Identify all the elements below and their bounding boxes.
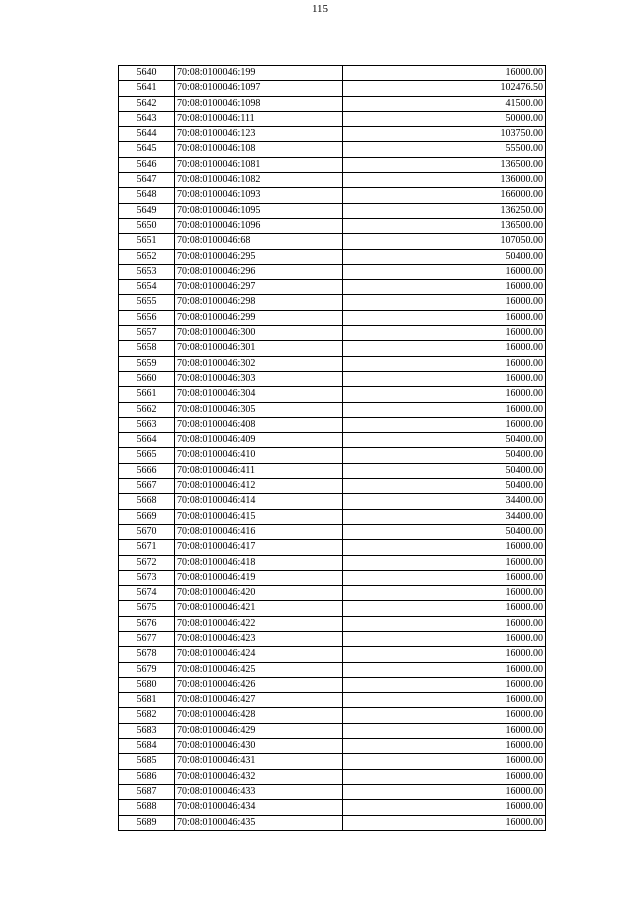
table-row — [119, 784, 546, 799]
cadastral-number-cell: 70:08:0100046:415 — [175, 509, 343, 524]
row-number-cell: 5669 — [119, 509, 175, 524]
cadastral-number-cell: 70:08:0100046:1096 — [175, 218, 343, 233]
page-number: 115 — [311, 3, 329, 15]
cadastral-number-cell: 70:08:0100046:301 — [175, 341, 343, 356]
row-number-cell: 5672 — [119, 555, 175, 570]
cadastral-number-cell: 70:08:0100046:424 — [175, 647, 343, 662]
value-cell: 16000.00 — [343, 295, 546, 310]
row-number-cell: 5659 — [119, 356, 175, 371]
cadastral-number-cell: 70:08:0100046:411 — [175, 463, 343, 478]
table-row — [119, 234, 546, 249]
row-number-cell: 5675 — [119, 601, 175, 616]
table-row — [119, 540, 546, 555]
cadastral-number-cell: 70:08:0100046:302 — [175, 356, 343, 371]
value-cell: 16000.00 — [343, 754, 546, 769]
cadastral-number-cell: 70:08:0100046:1095 — [175, 203, 343, 218]
row-number-cell: 5680 — [119, 677, 175, 692]
value-cell: 34400.00 — [343, 509, 546, 524]
cadastral-number-cell: 70:08:0100046:1082 — [175, 173, 343, 188]
value-cell: 16000.00 — [343, 616, 546, 631]
table-row — [119, 509, 546, 524]
value-cell: 16000.00 — [343, 784, 546, 799]
table-row — [119, 387, 546, 402]
value-cell: 50000.00 — [343, 111, 546, 126]
row-number-cell: 5662 — [119, 402, 175, 417]
table-row — [119, 463, 546, 478]
row-number-cell: 5668 — [119, 494, 175, 509]
table-row — [119, 586, 546, 601]
cadastral-number-cell: 70:08:0100046:432 — [175, 769, 343, 784]
row-number-cell: 5665 — [119, 448, 175, 463]
row-number-cell: 5670 — [119, 524, 175, 539]
value-cell: 34400.00 — [343, 494, 546, 509]
table-row — [119, 616, 546, 631]
value-cell: 16000.00 — [343, 280, 546, 295]
value-cell: 136500.00 — [343, 218, 546, 233]
cadastral-number-cell: 70:08:0100046:123 — [175, 127, 343, 142]
table-row — [119, 723, 546, 738]
cadastral-number-cell: 70:08:0100046:296 — [175, 264, 343, 279]
value-cell: 16000.00 — [343, 417, 546, 432]
row-number-cell: 5686 — [119, 769, 175, 784]
value-cell: 16000.00 — [343, 264, 546, 279]
cadastral-number-cell: 70:08:0100046:408 — [175, 417, 343, 432]
value-cell: 136500.00 — [343, 157, 546, 172]
row-number-cell: 5661 — [119, 387, 175, 402]
cadastral-number-cell: 70:08:0100046:304 — [175, 387, 343, 402]
row-number-cell: 5689 — [119, 815, 175, 830]
row-number-cell: 5656 — [119, 310, 175, 325]
row-number-cell: 5658 — [119, 341, 175, 356]
cadastral-value-table — [118, 65, 546, 831]
value-cell: 107050.00 — [343, 234, 546, 249]
row-number-cell: 5644 — [119, 127, 175, 142]
table-row — [119, 111, 546, 126]
table-row — [119, 371, 546, 386]
value-cell: 102476.50 — [343, 81, 546, 96]
row-number-cell: 5649 — [119, 203, 175, 218]
value-cell: 136000.00 — [343, 173, 546, 188]
cadastral-number-cell: 70:08:0100046:417 — [175, 540, 343, 555]
table-row — [119, 218, 546, 233]
table-row — [119, 249, 546, 264]
row-number-cell: 5648 — [119, 188, 175, 203]
value-cell: 16000.00 — [343, 601, 546, 616]
row-number-cell: 5678 — [119, 647, 175, 662]
value-cell: 16000.00 — [343, 815, 546, 830]
cadastral-number-cell: 70:08:0100046:431 — [175, 754, 343, 769]
cadastral-number-cell: 70:08:0100046:420 — [175, 586, 343, 601]
value-cell: 16000.00 — [343, 341, 546, 356]
table-row — [119, 524, 546, 539]
row-number-cell: 5657 — [119, 326, 175, 341]
table-row — [119, 601, 546, 616]
cadastral-number-cell: 70:08:0100046:297 — [175, 280, 343, 295]
row-number-cell: 5664 — [119, 433, 175, 448]
cadastral-number-cell: 70:08:0100046:409 — [175, 433, 343, 448]
row-number-cell: 5651 — [119, 234, 175, 249]
table-row — [119, 203, 546, 218]
table-row — [119, 708, 546, 723]
value-cell: 16000.00 — [343, 693, 546, 708]
cadastral-number-cell: 70:08:0100046:299 — [175, 310, 343, 325]
row-number-cell: 5684 — [119, 739, 175, 754]
table-row — [119, 448, 546, 463]
table-row — [119, 81, 546, 96]
row-number-cell: 5663 — [119, 417, 175, 432]
table-row — [119, 754, 546, 769]
value-cell: 136250.00 — [343, 203, 546, 218]
table-row — [119, 494, 546, 509]
table-body — [119, 66, 546, 831]
table-row — [119, 310, 546, 325]
table-row — [119, 96, 546, 111]
row-number-cell: 5666 — [119, 463, 175, 478]
table-row — [119, 631, 546, 646]
value-cell: 16000.00 — [343, 723, 546, 738]
row-number-cell: 5671 — [119, 540, 175, 555]
row-number-cell: 5655 — [119, 295, 175, 310]
row-number-cell: 5687 — [119, 784, 175, 799]
cadastral-number-cell: 70:08:0100046:300 — [175, 326, 343, 341]
row-number-cell: 5681 — [119, 693, 175, 708]
table-row — [119, 647, 546, 662]
value-cell: 103750.00 — [343, 127, 546, 142]
table-row — [119, 280, 546, 295]
row-number-cell: 5674 — [119, 586, 175, 601]
cadastral-number-cell: 70:08:0100046:1097 — [175, 81, 343, 96]
table-row — [119, 739, 546, 754]
row-number-cell: 5640 — [119, 66, 175, 81]
value-cell: 16000.00 — [343, 800, 546, 815]
row-number-cell: 5646 — [119, 157, 175, 172]
value-cell: 16000.00 — [343, 555, 546, 570]
table-row — [119, 479, 546, 494]
row-number-cell: 5650 — [119, 218, 175, 233]
cadastral-number-cell: 70:08:0100046:68 — [175, 234, 343, 249]
row-number-cell: 5641 — [119, 81, 175, 96]
table-row — [119, 662, 546, 677]
value-cell: 16000.00 — [343, 662, 546, 677]
value-cell: 50400.00 — [343, 433, 546, 448]
table-row — [119, 66, 546, 81]
cadastral-number-cell: 70:08:0100046:434 — [175, 800, 343, 815]
cadastral-number-cell: 70:08:0100046:422 — [175, 616, 343, 631]
table-row — [119, 417, 546, 432]
table-row — [119, 433, 546, 448]
table-row — [119, 800, 546, 815]
row-number-cell: 5647 — [119, 173, 175, 188]
value-cell: 16000.00 — [343, 387, 546, 402]
cadastral-number-cell: 70:08:0100046:414 — [175, 494, 343, 509]
cadastral-number-cell: 70:08:0100046:418 — [175, 555, 343, 570]
table-row — [119, 555, 546, 570]
table-row — [119, 769, 546, 784]
value-cell: 50400.00 — [343, 479, 546, 494]
row-number-cell: 5679 — [119, 662, 175, 677]
table-row — [119, 326, 546, 341]
cadastral-number-cell: 70:08:0100046:1098 — [175, 96, 343, 111]
row-number-cell: 5660 — [119, 371, 175, 386]
value-cell: 50400.00 — [343, 463, 546, 478]
row-number-cell: 5642 — [119, 96, 175, 111]
cadastral-number-cell: 70:08:0100046:429 — [175, 723, 343, 738]
value-cell: 16000.00 — [343, 371, 546, 386]
cadastral-number-cell: 70:08:0100046:419 — [175, 570, 343, 585]
value-cell: 16000.00 — [343, 631, 546, 646]
cadastral-number-cell: 70:08:0100046:425 — [175, 662, 343, 677]
value-cell: 16000.00 — [343, 356, 546, 371]
value-cell: 16000.00 — [343, 586, 546, 601]
cadastral-number-cell: 70:08:0100046:435 — [175, 815, 343, 830]
row-number-cell: 5673 — [119, 570, 175, 585]
value-cell: 50400.00 — [343, 448, 546, 463]
table-row — [119, 188, 546, 203]
cadastral-number-cell: 70:08:0100046:298 — [175, 295, 343, 310]
value-cell: 16000.00 — [343, 326, 546, 341]
table-row — [119, 127, 546, 142]
cadastral-number-cell: 70:08:0100046:199 — [175, 66, 343, 81]
value-cell: 55500.00 — [343, 142, 546, 157]
cadastral-number-cell: 70:08:0100046:423 — [175, 631, 343, 646]
cadastral-number-cell: 70:08:0100046:427 — [175, 693, 343, 708]
row-number-cell: 5652 — [119, 249, 175, 264]
value-cell: 166000.00 — [343, 188, 546, 203]
cadastral-number-cell: 70:08:0100046:295 — [175, 249, 343, 264]
table-row — [119, 264, 546, 279]
value-cell: 50400.00 — [343, 524, 546, 539]
cadastral-number-cell: 70:08:0100046:430 — [175, 739, 343, 754]
table-row — [119, 570, 546, 585]
cadastral-number-cell: 70:08:0100046:305 — [175, 402, 343, 417]
value-cell: 16000.00 — [343, 540, 546, 555]
value-cell: 16000.00 — [343, 66, 546, 81]
value-cell: 16000.00 — [343, 769, 546, 784]
value-cell: 16000.00 — [343, 310, 546, 325]
cadastral-number-cell: 70:08:0100046:108 — [175, 142, 343, 157]
row-number-cell: 5667 — [119, 479, 175, 494]
table-row — [119, 157, 546, 172]
cadastral-number-cell: 70:08:0100046:410 — [175, 448, 343, 463]
cadastral-number-cell: 70:08:0100046:416 — [175, 524, 343, 539]
value-cell: 50400.00 — [343, 249, 546, 264]
cadastral-number-cell: 70:08:0100046:1093 — [175, 188, 343, 203]
table-row — [119, 142, 546, 157]
cadastral-number-cell: 70:08:0100046:433 — [175, 784, 343, 799]
table-row — [119, 693, 546, 708]
row-number-cell: 5683 — [119, 723, 175, 738]
cadastral-number-cell: 70:08:0100046:412 — [175, 479, 343, 494]
row-number-cell: 5654 — [119, 280, 175, 295]
table-row — [119, 356, 546, 371]
cadastral-number-cell: 70:08:0100046:111 — [175, 111, 343, 126]
value-cell: 41500.00 — [343, 96, 546, 111]
table-row — [119, 341, 546, 356]
value-cell: 16000.00 — [343, 570, 546, 585]
table-row — [119, 815, 546, 830]
row-number-cell: 5677 — [119, 631, 175, 646]
value-cell: 16000.00 — [343, 708, 546, 723]
row-number-cell: 5645 — [119, 142, 175, 157]
value-cell: 16000.00 — [343, 402, 546, 417]
table-row — [119, 295, 546, 310]
row-number-cell: 5685 — [119, 754, 175, 769]
cadastral-number-cell: 70:08:0100046:428 — [175, 708, 343, 723]
value-cell: 16000.00 — [343, 677, 546, 692]
value-cell: 16000.00 — [343, 739, 546, 754]
table-row — [119, 173, 546, 188]
row-number-cell: 5682 — [119, 708, 175, 723]
row-number-cell: 5676 — [119, 616, 175, 631]
row-number-cell: 5643 — [119, 111, 175, 126]
cadastral-number-cell: 70:08:0100046:421 — [175, 601, 343, 616]
row-number-cell: 5688 — [119, 800, 175, 815]
cadastral-number-cell: 70:08:0100046:303 — [175, 371, 343, 386]
table-row — [119, 677, 546, 692]
value-cell: 16000.00 — [343, 647, 546, 662]
cadastral-number-cell: 70:08:0100046:426 — [175, 677, 343, 692]
row-number-cell: 5653 — [119, 264, 175, 279]
table-row — [119, 402, 546, 417]
cadastral-number-cell: 70:08:0100046:1081 — [175, 157, 343, 172]
